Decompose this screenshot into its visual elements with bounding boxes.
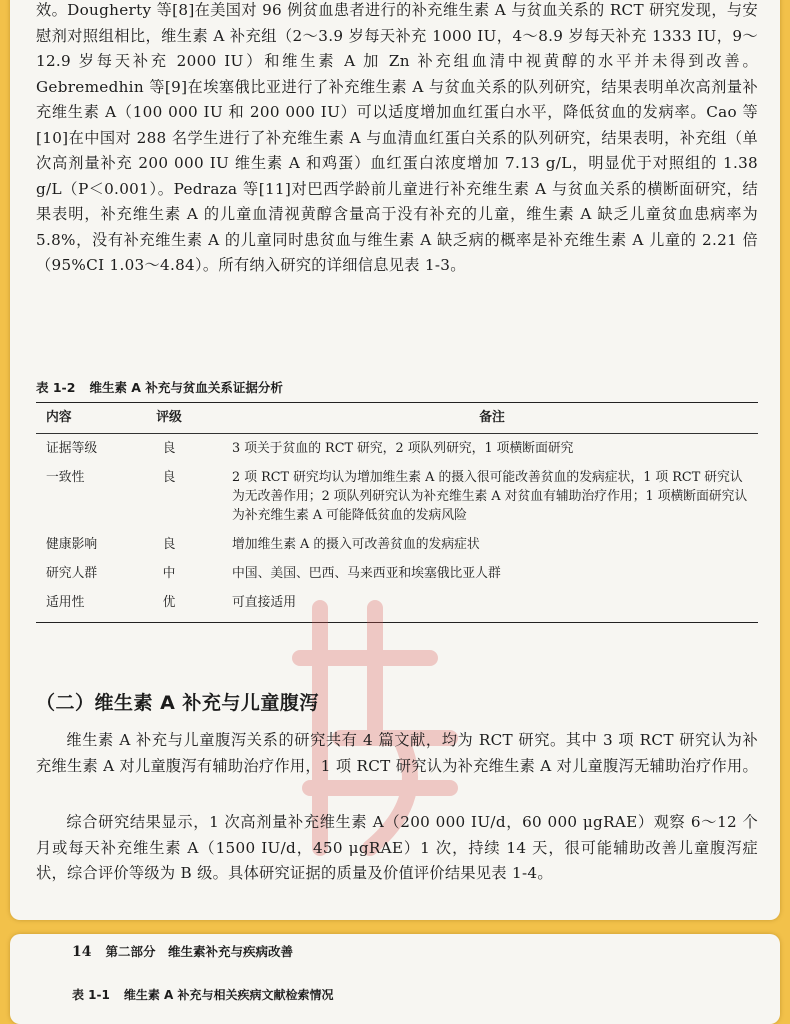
table-caption-number: 表 1-2 — [36, 380, 76, 395]
cell-note: 可直接适用 — [208, 588, 758, 623]
table-row — [36, 559, 758, 588]
book-page — [10, 0, 780, 920]
evidence-table — [36, 402, 758, 623]
header-note: 备注 — [208, 403, 758, 434]
cell-content: 研究人群 — [46, 566, 98, 581]
cell-rating: 优 — [130, 588, 208, 623]
table-row — [36, 434, 758, 464]
next-table-caption-title: 维生素 A 补充与相关疾病文献检索情况 — [123, 988, 334, 1002]
next-table-caption — [72, 986, 334, 1003]
cell-rating: 良 — [162, 537, 176, 552]
cell-note: 中国、美国、巴西、马来西亚和埃塞俄比亚人群 — [232, 566, 501, 581]
cell-rating: 良 — [162, 470, 176, 485]
cell-note: 增加维生素 A 的摄入可改善贫血的发病症状 — [232, 537, 480, 552]
header-content: 内容 — [36, 403, 130, 434]
page-number: 14 — [72, 944, 92, 960]
next-table-caption-number: 表 1-1 — [72, 988, 110, 1002]
table-row — [36, 588, 758, 623]
table-caption — [36, 378, 283, 396]
section-heading: （二）维生素 A 补充与儿童腹泻 — [36, 692, 319, 714]
cell-rating: 良 — [162, 441, 176, 456]
cell-content: 证据等级 — [46, 441, 98, 456]
body-paragraph-diarrhea-overview: 维生素 A 补充与儿童腹泻关系的研究共有 4 篇文献，均为 RCT 研究。其中 3 项 RCT 研究认为补充维生素 A 对儿童腹泻有辅助治疗作用，1 项 RCT 研究认为补充维生素 A 对儿童腹泻无辅助治疗作用。 — [36, 731, 758, 775]
table-row — [36, 530, 758, 559]
cell-content: 适用性 — [36, 588, 130, 623]
cell-note: 3 项关于贫血的 RCT 研究，2 项队列研究，1 项横断面研究 — [232, 441, 574, 456]
body-paragraph-diarrhea-summary: 综合研究结果显示，1 次高剂量补充维生素 A（200 000 IU/d，60 000 μgRAE）观察 6～12 个月或每天补充维生素 A（1500 IU/d，450 μgRAE）1 次，持续 14 天，很可能辅助改善儿童腹泻症状，综合评价等级为 B 级。具体研究证据的质量及价值评价结果见表 1-4。 — [36, 813, 758, 882]
cell-rating: 中 — [162, 566, 176, 581]
running-head — [72, 942, 293, 960]
cell-note: 2 项 RCT 研究均认为增加维生素 A 的摄入很可能改善贫血的发病症状，1 项 RCT 研究认为无改善作用；2 项队列研究认为补充维生素 A 对贫血有辅助治疗作用；1 项横断面研究认为补充维生素 A 可能降低贫血的发病风险 — [232, 470, 748, 523]
running-head-title: 第二部分 维生素补充与疾病改善 — [105, 944, 293, 959]
next-book-page — [10, 934, 780, 1024]
header-rating: 评级 — [130, 403, 208, 434]
cell-content: 一致性 — [46, 470, 85, 485]
cell-content: 健康影响 — [46, 537, 98, 552]
body-paragraph-anemia-studies: 效。Dougherty 等[8]在美国对 96 例贫血患者进行的补充维生素 A 与贫血关系的 RCT 研究发现，与安慰剂对照组相比，维生素 A 补充组（2～3.9 岁每天补充 1000 IU，4～8.9 岁每天补充 1333 IU，9～12.9 岁每天补充 2000 IU）和维生素 A 加 Zn 补充组血清中视黄醇的水平并未得到改善。Gebremedhin 等[9]在埃塞俄比亚进行了补充维生素 A 与贫血关系的队列研究，结果表明单次高剂量补充维生素 A（100 000 IU 和 200 000 IU）可以适度增加血红蛋白水平，降低贫血的发病率。Cao 等[10]在中国对 288 名学生进行了补充维生素 A 与血清血红蛋白关系的队列研究，结果表明，补充组（单次高剂量补充 200 000 IU 维生素 A 和鸡蛋）血红蛋白浓度增加 7.13 g/L，明显优于对照组的 1.38 g/L（P＜0.001）。Pedraza 等[11]对巴西学龄前儿童进行补充维生素 A 与贫血关系的横断面研究，结果表明，补充维生素 A 的儿童血清视黄醇含量高于没有补充的儿童，维生素 A 缺乏儿童贫血患病率为 5.8%，没有补充维生素 A 的儿童同时患贫血与维生素 A 缺乏病的概率是补充维生素 A 儿童的 2.21 倍（95%CI 1.03～4.84）。所有纳入研究的详细信息见表 1-3。 — [36, 1, 758, 274]
table-row — [36, 463, 758, 530]
table-header-row — [36, 403, 758, 434]
table-caption-title: 维生素 A 补充与贫血关系证据分析 — [89, 380, 283, 395]
